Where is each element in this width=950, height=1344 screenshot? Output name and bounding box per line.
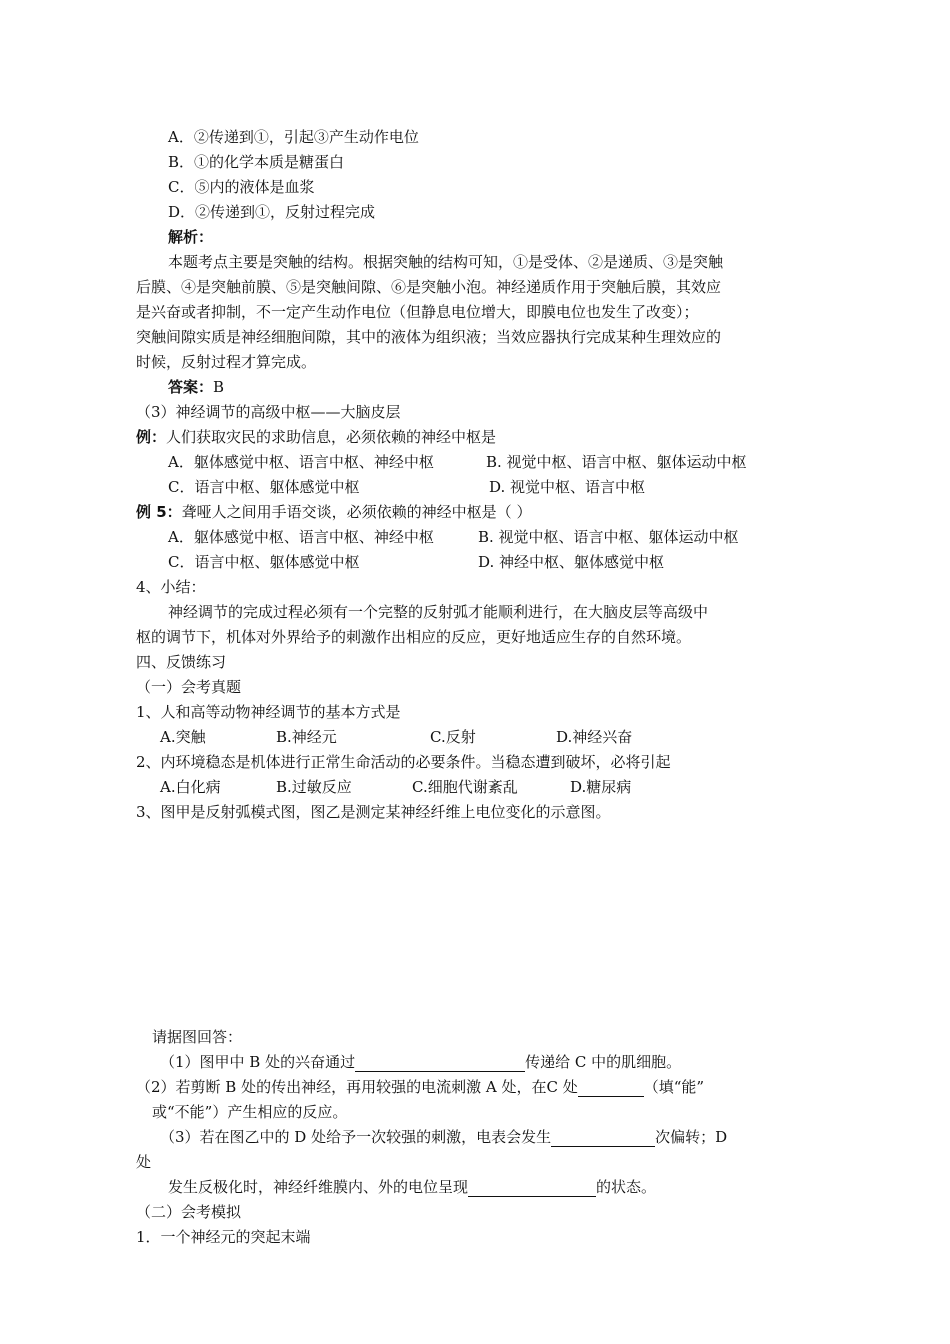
question-option: B.神经元 xyxy=(276,728,337,746)
example-text: 聋哑人之间用手语交谈，必须依赖的神经中枢是（ ） xyxy=(181,503,532,521)
summary-line: 神经调节的完成过程必须有一个完整的反射弧才能顺利进行，在大脑皮层等高级中 xyxy=(168,603,709,621)
answer-blank[interactable] xyxy=(468,1180,596,1197)
answer-blank[interactable] xyxy=(551,1130,655,1147)
question-stem: 1．一个神经元的突起末端 xyxy=(136,1228,311,1246)
summary-line: 枢的调节下，机体对外界给予的刺激作出相应的反应，更好地适应生存的自然环境。 xyxy=(136,628,692,646)
analysis-line: 本题考点主要是突触的结构。根据突触的结构可知，①是受体、②是递质、③是突触 xyxy=(168,253,724,271)
example-option-d: D. 视觉中枢、语言中枢 xyxy=(489,478,646,496)
question-stem: 3、图甲是反射弧模式图，图乙是测定某神经纤维上电位变化的示意图。 xyxy=(136,803,611,821)
subquestion-3 xyxy=(160,1127,727,1147)
analysis-line: 后膜、④是突触前膜、⑤是突触间隙、⑥是突触小泡。神经递质作用于突触后膜，其效应 xyxy=(136,278,722,296)
subquestion-3-cont xyxy=(168,1177,656,1197)
example-label: 例： xyxy=(136,428,167,446)
question-option: C.细胞代谢紊乱 xyxy=(412,778,518,796)
example-label: 例 5： xyxy=(136,503,182,521)
example-option-b: B. 视觉中枢、语言中枢、躯体运动中枢 xyxy=(478,528,739,546)
example-option-b: B. 视觉中枢、语言中枢、躯体运动中枢 xyxy=(486,453,747,471)
question-option: B.过敏反应 xyxy=(276,778,352,796)
subquestion-text: （1）图甲中 B 处的兴奋通过 xyxy=(160,1053,356,1071)
option-b: B．①的化学本质是糖蛋白 xyxy=(168,153,345,171)
option-c: C．⑤内的液体是血浆 xyxy=(168,178,315,196)
example-option-c: C．语言中枢、躯体感觉中枢 xyxy=(168,478,360,496)
example-option-a: A．躯体感觉中枢、语言中枢、神经中枢 xyxy=(168,453,434,471)
analysis-heading: 解析： xyxy=(168,228,214,246)
subquestion-text: （2）若剪断 B 处的传出神经，再用较强的电流刺激 A 处，在C 处 xyxy=(136,1078,578,1096)
subquestion-2 xyxy=(136,1077,704,1097)
subquestion-1 xyxy=(160,1052,681,1072)
answer-value: B xyxy=(213,378,225,396)
subquestion-text: 次偏转；D xyxy=(655,1128,728,1146)
question-stem: 1、人和高等动物神经调节的基本方式是 xyxy=(136,703,401,721)
feedback-title: 四、反馈练习 xyxy=(136,653,227,671)
answer-label: 答案： xyxy=(168,378,214,396)
analysis-line: 是兴奋或者抑制，不一定产生动作电位（但静息电位增大，即膜电位也发生了改变）； xyxy=(136,303,699,321)
summary-title: 4、小结： xyxy=(136,578,206,596)
analysis-line: 突触间隙实质是神经细胞间隙，其中的液体为组织液；当效应器执行完成某种生理效应的 xyxy=(136,328,722,346)
section-title: （3）神经调节的高级中枢——大脑皮层 xyxy=(136,403,401,421)
question-prompt: 请据图回答： xyxy=(152,1028,243,1046)
subquestion-text: 传递给 C 中的肌细胞。 xyxy=(525,1053,682,1071)
example-question xyxy=(136,502,531,522)
question-option: C.反射 xyxy=(430,728,476,746)
answer-line xyxy=(168,377,224,397)
feedback-subtitle: （一）会考真题 xyxy=(136,678,242,696)
question-option: A.突触 xyxy=(160,728,206,746)
example-option-a: A．躯体感觉中枢、语言中枢、神经中枢 xyxy=(168,528,434,546)
feedback-subtitle: （二）会考模拟 xyxy=(136,1203,242,1221)
question-option: D.糖尿病 xyxy=(570,778,632,796)
example-option-c: C．语言中枢、躯体感觉中枢 xyxy=(168,553,360,571)
question-stem: 2、内环境稳态是机体进行正常生命活动的必要条件。当稳态遭到破坏，必将引起 xyxy=(136,753,671,771)
answer-blank[interactable] xyxy=(355,1055,525,1072)
option-d: D．②传递到①，反射过程完成 xyxy=(168,203,376,221)
subquestion-text: （填“能” xyxy=(643,1078,705,1096)
question-option: D.神经兴奋 xyxy=(556,728,633,746)
subquestion-text: （3）若在图乙中的 D 处给予一次较强的刺激，电表会发生 xyxy=(160,1128,552,1146)
subquestion-text: 发生反极化时，神经纤维膜内、外的电位呈现 xyxy=(168,1178,469,1196)
subquestion-text: 的状态。 xyxy=(596,1178,657,1196)
option-a: A．②传递到①，引起③产生动作电位 xyxy=(168,128,419,146)
answer-blank[interactable] xyxy=(578,1080,644,1097)
subquestion-2-cont: 或“不能”）产生相应的反应。 xyxy=(152,1103,348,1121)
example-text: 人们获取灾民的求助信息，必须依赖的神经中枢是 xyxy=(166,428,497,446)
question-option: A.白化病 xyxy=(160,778,221,796)
analysis-line: 时候，反射过程才算完成。 xyxy=(136,353,317,371)
subquestion-3-wrap: 处 xyxy=(136,1153,152,1171)
example-option-d: D. 神经中枢、躯体感觉中枢 xyxy=(478,553,665,571)
example-question xyxy=(136,427,496,447)
